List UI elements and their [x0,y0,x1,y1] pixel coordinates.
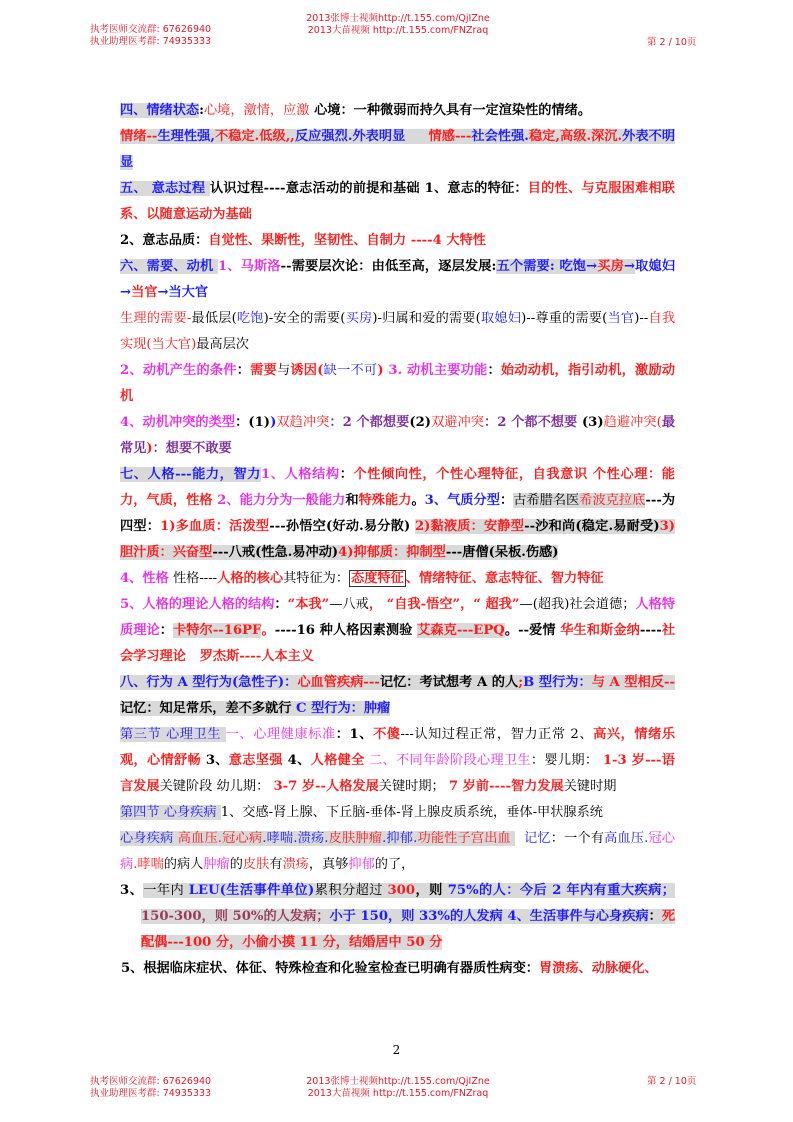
text: )--尊重的需要( [521,311,608,326]
text: 卡特尔--16PF [173,623,262,638]
text: 与 A 型相反-- [591,675,675,690]
text: : [199,103,204,118]
text: 华生和斯金纳 [560,623,640,638]
text: 记忆：知足常乐，差不多就行 [120,701,297,716]
text: 特殊能力 [358,493,412,508]
text: A 型行为(急性子)： [177,675,298,690]
text: 2、动机产生的条件 [120,363,237,378]
section-title: 七、人格---能力，智力 [120,467,262,482]
text: 反应强烈.外表明显 [294,129,406,144]
text: 冠心病 [120,831,676,872]
footer-link-2[interactable]: 2013大苗视频 http://t.155.com/FNZraq [307,1088,489,1099]
text: 的了， [374,857,415,872]
text: 稳定,高级.深沉. [528,129,623,144]
text: ---- [639,623,662,638]
text: 一、心理健康标准 [225,727,336,742]
text: ：想要不敢要 [152,441,232,456]
text: 希波克拉底 [579,493,646,508]
header-link-2[interactable]: 2013大苗视频 http://t.155.com/FNZraq [307,25,489,36]
text: 。 [261,623,275,638]
text: 7 岁前----智力发展 [448,779,564,794]
text: 、情绪特征、意志特征、智力特征 [405,571,604,586]
text: 当大官 [168,285,209,300]
will-qualities [120,228,675,254]
text: 记忆 [523,831,551,846]
text: 5、人格的理论人格的结构 [120,597,275,612]
text: 关键阶段 幼儿期： [159,779,274,794]
text: 累积分超过 [314,883,388,898]
text: ： [274,597,288,612]
footer-group-line2: 执业助理医考群: 74935333 [90,1088,212,1099]
maslow-hierarchy [120,306,675,358]
text: 外表不明显 [120,129,676,170]
text: 其特征为： [283,571,350,586]
text: 4、动机冲突的类型 [120,415,236,430]
text: 有 [269,857,283,872]
footer-video-links [298,1076,498,1100]
section-mental-hygiene [120,722,675,800]
text: 胃溃疡、动脉硬化、 [539,961,658,976]
text: 高血压. [604,831,649,846]
text: 最常见 [120,415,676,456]
text: (3) [581,415,604,430]
section-will-process [120,176,675,228]
text: 。 [411,493,425,508]
text: 不稳定.低级,, [214,129,295,144]
text: --沙和尚(稳定.易耐受) [524,519,660,534]
section-behavior [120,670,675,722]
motivation-conflicts [120,410,675,462]
text: ： [159,623,174,638]
text: 3. 动机主要功能 [383,363,488,378]
text: ) [377,363,384,378]
text: 生理性强, [157,129,215,144]
arrow-icon: → [157,285,169,300]
text: 皮肤 [242,857,270,872]
section-psychosomatic [120,800,675,826]
text: —八戒 [329,597,369,612]
text: 最低层( [191,311,237,326]
text: .哮喘 [133,857,164,872]
text: 记忆：考试想考 A 的人 [379,675,519,690]
section-title: 六、需要、动机 [120,259,218,274]
text-boxed: 态度特征 [351,571,404,586]
text: ： [487,363,501,378]
text: 3、 [120,883,144,898]
text: 当官 [131,285,158,300]
text: 300 [387,883,415,898]
text [511,831,515,846]
text: )-- [634,311,649,326]
text: 古希腊名医 [513,493,580,508]
text: 目的性、与克服困难相联系、以随意运动为基础 [120,181,675,222]
text: ：婴儿期： [530,753,603,768]
text: ---认知过程正常，智力正常 2、 [400,727,594,742]
text: 吃饱 [236,311,264,326]
footer-link-1[interactable]: 2013张博士视频http://t.155.com/QjIZne [306,1076,490,1087]
text: 高血压.冠心病 [177,831,263,846]
text: ：2 个都不想要 [484,415,582,430]
header-page-indicator: 第 2 / 10页 [647,37,697,48]
text: 取媳妇 [635,259,676,274]
header-group-info [90,24,211,48]
text: ：(1) [235,415,271,430]
text: LEU(生活事件单位) [188,883,315,898]
text: 罗杰斯---- [199,649,262,664]
text: 1-3 岁---语言发展 [120,753,675,794]
text: 4、 [282,753,311,768]
text: )-归属和爱的需要( [372,311,481,326]
text: (2) [409,415,432,430]
text: ：2 个都想要 [329,415,410,430]
text: —(超我)社会道德； [519,597,636,612]
life-events-leu [120,878,675,956]
text: 功能性子宫出血 [417,831,511,846]
text: 3、 [200,753,229,768]
personality-theories [120,592,675,670]
section-title: 第三节 心理卫生 [120,727,226,742]
text: 当官 [607,311,635,326]
arrow-icon: → [623,259,636,274]
arrow-icon: → [586,259,598,274]
text: ：1、 [335,727,373,742]
text: 5、根据临床症状、体征、特殊检查和化验室检查已明确有器质性病变： [121,961,539,976]
text: 心血管疾病--- [297,675,380,690]
text: 1、交感-肾上腺、下丘脑-垂体-肾上腺皮质系统，垂体-甲状腺系统 [220,805,603,820]
organic-lesions [121,956,675,982]
text: 1)多血质：活泼型 [160,519,270,534]
text: ----16 种人格因素测验 [274,623,418,638]
text: 双趋冲突 [276,415,330,430]
text: 人格特质理论 [120,597,676,638]
text: 双避冲突 [431,415,485,430]
section-title: 五、 意志过程 [120,181,211,196]
text: ---八戒(性急.易冲动) [212,545,339,560]
text: 人本主义 [261,649,314,664]
text: ： [648,909,662,924]
section-title: 第四节 心身疾病 [120,805,221,820]
text: 自我实现(当大官) [120,311,676,352]
text: 4、性格 [120,571,169,586]
text: ---唐僧(呆板.伤感) [445,545,559,560]
text: ) [270,415,277,430]
text: 抑郁 [348,857,375,872]
text: 与 [276,363,291,378]
text: 死配偶---100 分，小偷小摸 11 分，结婚居中 50 分 [141,909,675,950]
text: ： [236,363,251,378]
document-body [120,98,675,982]
text: 个性倾向性，个性心理特征，自我意识 个性心理：能力，气质，性格 [120,467,675,508]
text: 艾森克---EPQ [417,623,505,638]
text: 和 [345,493,359,508]
text: 的病人 [163,857,204,872]
text: 自觉性、果断性，坚韧性、自制力 ----4 大特性 [208,233,486,248]
text: 高兴，情绪乐观，心情舒畅 [120,727,676,768]
text: B 型行为： [523,675,592,690]
text: 2)黏液质：安静型 [414,519,525,534]
text: 买房 [597,259,624,274]
text: ：一个有 [550,831,605,846]
text: 3、气质分型 [424,493,500,508]
footer-group-info [90,1076,211,1100]
text: 性格---- [168,571,218,586]
text: C 型行为：肿瘤 [296,701,391,716]
text: 一年内 [143,883,189,898]
text: 一般能力 [292,493,346,508]
text: )-安全的需要( [263,311,346,326]
text: ： [499,493,514,508]
text: 认识过程----意志活动的前提和基础 1、意志的特征： [210,181,528,196]
text: ， “自我-悟空”，“ 超我” [368,597,520,612]
text: 生理的需要- [120,311,192,326]
section-title: 四、情绪状态 [120,103,200,118]
text: “本我” [287,597,330,612]
page-number: 2 [392,1043,401,1057]
text: ---为四型： [120,493,676,534]
text: 4)抑郁质：抑制型 [338,545,446,560]
text: 人格健全 [310,753,365,768]
text: 始动动机，指引动机，激励动机 [120,363,676,404]
text: ) [146,441,153,456]
text: .哮喘. [262,831,298,846]
text: ，则 [415,883,448,898]
text: 取媳妇 [480,311,522,326]
text: 1、人格结构 [261,467,340,482]
text: 诱因( [290,363,324,378]
text: 关键时期； [378,779,449,794]
text: 趋避冲突( [603,415,662,430]
text: 人格的核心 [217,571,284,586]
text: 关键时期 [563,779,617,794]
text: 心身疾病 [120,831,178,846]
section-needs-motivation [120,254,675,306]
footer-page-indicator: 第 2 / 10页 [647,1076,697,1087]
text: 心境：一种微弱而持久具有一定渲染性的情绪。 [309,103,592,118]
header-group-line1: 执考医师交流群: 67626940 [90,24,212,35]
text: 二、不同年龄阶段心理卫生 [364,753,531,768]
text: 情感--- [428,129,472,144]
section-title: 八、行为 [120,675,178,690]
section-emotion-state [120,98,675,124]
text: ---孙悟空(好动.易分散) [269,519,415,534]
header-video-links [298,13,498,37]
text: 1、马斯洛 [218,259,281,274]
character-traits [120,566,675,592]
text: --需要层次论：由低至高，逐层发展: [280,259,497,274]
section-personality [120,462,675,566]
text: 意志坚强 [228,753,283,768]
text: 溃疡. [297,831,329,846]
text: 小于 150，则 33%的人发病 [329,909,503,924]
text: 肿瘤 [203,857,230,872]
text: 3-7 岁--人格发展 [273,779,379,794]
text: 五个需要: 吃饱 [496,259,587,274]
psychosomatic-diseases [120,826,675,878]
text: ： [339,467,354,482]
text: 社会学习理论 [120,623,676,664]
text: 情绪-- [120,129,158,144]
text: ; [518,675,524,690]
header-link-1[interactable]: 2013张博士视频http://t.155.com/QjIZne [306,13,490,24]
arrow-icon: → [120,285,132,300]
text: 不傻 [372,727,401,742]
text: .抑郁. [382,831,418,846]
text: 2、能力分为 [217,493,293,508]
text: 买房 [345,311,373,326]
text: 4、生活事件与心身疾病 [502,909,649,924]
text: 最高层次 [196,337,249,352]
text: 2、意志品质： [120,233,209,248]
text [186,649,191,664]
footer-group-line1: 执考医师交流群: 67626940 [90,1076,212,1087]
text: ，真够 [308,857,349,872]
header-group-line2: 执业助理医考群: 74935333 [90,36,212,47]
text: 缺一不可 [323,363,378,378]
text: 需要 [250,363,277,378]
text: 150-300，则 50%的人发病； [141,909,330,924]
text: 社会性强. [471,129,529,144]
text: 心境，激情，应激 [204,103,310,118]
text: 皮肤肿瘤 [328,831,383,846]
motivation-conditions [120,358,675,410]
text: 75%的人：今后 2 年内有重大疾病； [447,883,675,898]
text: 。--爱情 [504,623,561,638]
text: 3)胆汁质：兴奋型 [120,519,675,560]
text: 溃疡 [282,857,309,872]
text: 的 [229,857,243,872]
emotion-vs-feeling [120,124,675,176]
